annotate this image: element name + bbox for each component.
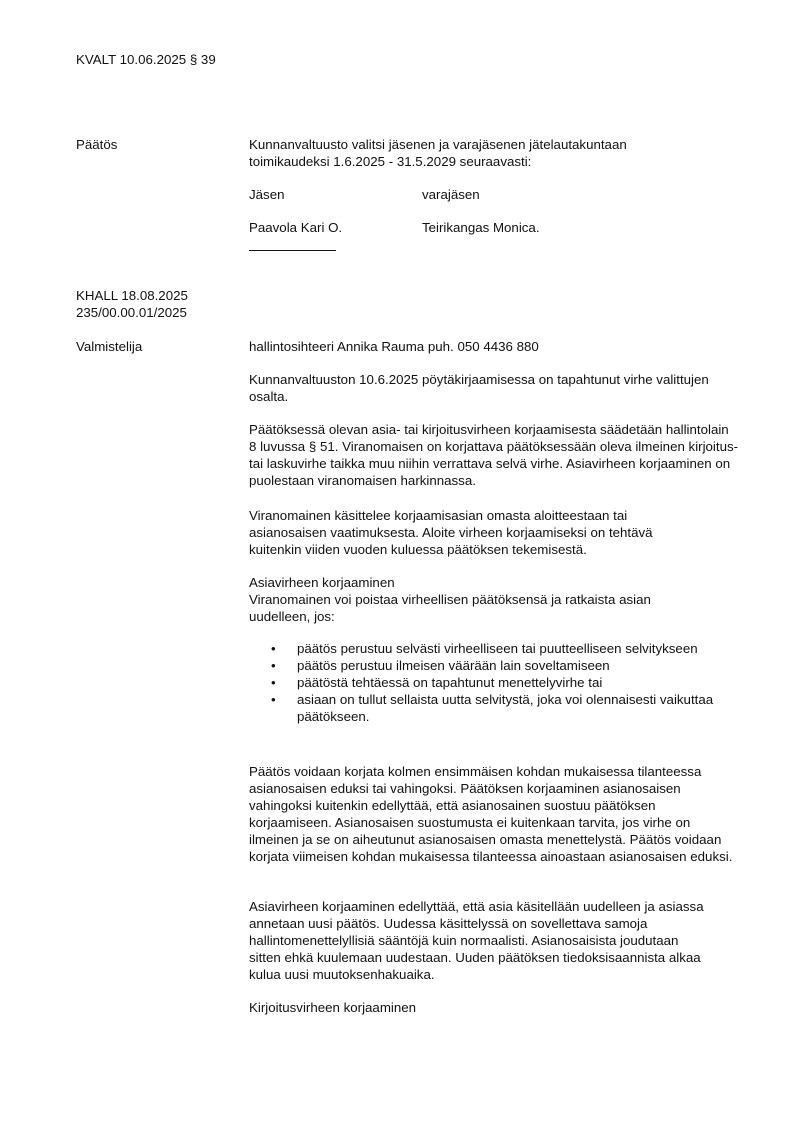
decision-intro-line1: Kunnanvaltuusto valitsi jäsenen ja varajäsenen jätelautakuntaan — [249, 137, 627, 152]
heading-substantive-error: Asiavirheen korjaaminen — [249, 575, 395, 590]
deputy-name: Teirikangas Monica. — [422, 220, 540, 235]
record-number: 235/00.00.01/2025 — [76, 305, 187, 320]
deputy-column-header: varajäsen — [422, 187, 480, 202]
separator-line — [249, 250, 336, 251]
decision-label: Päätös — [76, 137, 118, 152]
decision-intro-line2: toimikaudeksi 1.6.2025 - 31.5.2029 seuraavasti: — [249, 154, 532, 169]
list-item: • päätös perustuu selvästi virheelliseen tai puutteelliseen selvitykseen — [271, 641, 698, 656]
bullet-icon: • — [271, 675, 276, 690]
paragraph-new-decision: Asiavirheen korjaaminen edellyttää, että asia käsitellään uudelleen ja asiassa annetaan uusi päätös. Uudessa käsittelyssä on sovellettava samoja hallintomenettelyllisiä sääntöjä kuin normaalisti. Asianosaisista joudutaan sitten ehkä kuulemaan uudestaan. Uuden päätöksen tiedoksisaannista alkaa kulua uusi muutoksenhakuaika. — [249, 899, 704, 982]
paragraph-correction-conditions: Päätös voidaan korjata kolmen ensimmäisen kohdan mukaisessa tilanteessa asianosaisen eduksi tai vahingoksi. Päätöksen korjaaminen asianosaisen vahingoksi kuitenkin edellyttää, että asianosainen suostuu päätöksen korjaamiseen. Asianosaisen suostumusta ei kuitenkaan tarvita, jos virhe on ilmeinen ja se on aiheutunut asianosaisen omasta menettelystä. Päätös voidaan korjata viimeisen kohdan mukaisessa tilanteessa ainoastaan asianosaisen eduksi. — [249, 764, 733, 864]
bullet-icon: • — [271, 658, 276, 673]
preparer-value: hallintosihteeri Annika Rauma puh. 050 4436 880 — [249, 339, 539, 354]
khall-reference: KHALL 18.08.2025 — [76, 288, 188, 303]
paragraph-error-notice: Kunnanvaltuuston 10.6.2025 pöytäkirjaamisessa on tapahtunut virhe valittujen osalta. — [249, 372, 709, 404]
preparer-label: Valmistelija — [76, 339, 143, 354]
list-item: • asiaan on tullut sellaista uutta selvitystä, joka voi olennaisesti vaikuttaa päätökseen. — [271, 692, 714, 724]
conditions-list — [249, 640, 739, 725]
bullet-icon: • — [271, 641, 276, 656]
paragraph-initiative: Viranomainen käsittelee korjaamisasian omasta aloitteestaan tai asianosaisen vaatimuksesta. Aloite virheen korjaamiseksi on tehtävä kuitenkin viiden vuoden kuluessa päätöksen tekemisestä. — [249, 508, 653, 557]
paragraph-conditions-intro: Viranomainen voi poistaa virheellisen päätöksensä ja ratkaista asian uudelleen, jos: — [249, 592, 651, 624]
list-item: • päätös perustuu ilmeisen väärään lain soveltamiseen — [271, 658, 610, 673]
heading-typo-correction: Kirjoitusvirheen korjaaminen — [249, 1000, 417, 1015]
bullet-icon: • — [271, 692, 276, 707]
meeting-reference: KVALT 10.06.2025 § 39 — [76, 52, 216, 67]
member-column-header: Jäsen — [249, 187, 285, 202]
list-item: • päätöstä tehtäessä on tapahtunut menettelyvirhe tai — [271, 675, 603, 690]
member-name: Paavola Kari O. — [249, 220, 343, 235]
paragraph-legal-basis: Päätöksessä olevan asia- tai kirjoitusvirheen korjaamisesta säädetään hallintolain 8 luvussa § 51. Viranomaisen on korjattava päätöksessään oleva ilmeinen kirjoitus- tai laskuvirhe taikka muu niihin verrattava selvä virhe. Asiavirheen korjaaminen on puolestaan viranomaisen harkinnassa. — [249, 422, 739, 488]
